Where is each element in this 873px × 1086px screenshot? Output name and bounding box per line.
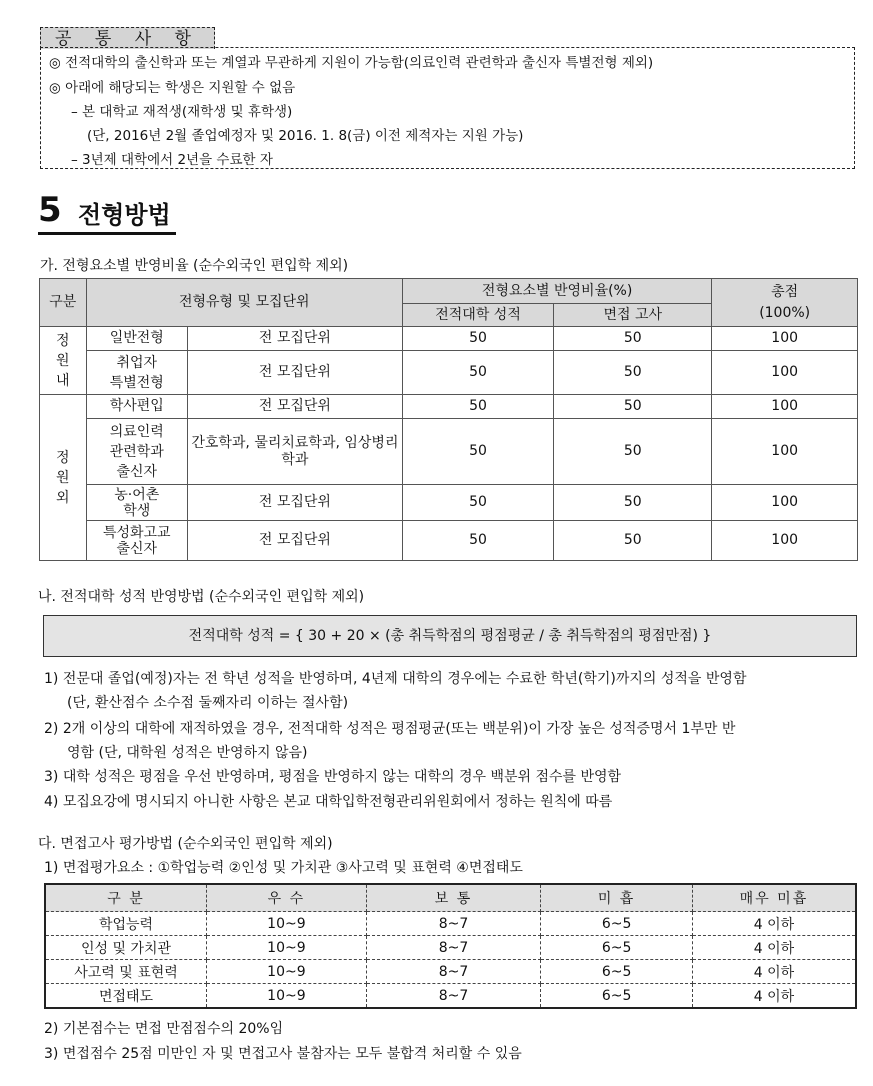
part-a-heading: 가. 전형요소별 반영비율 (순수외국인 편입학 제외)	[40, 258, 349, 274]
row-total: 100	[712, 327, 858, 351]
row-type: 취업자 특별전형	[86, 351, 187, 395]
col-header: 우 수	[207, 884, 367, 912]
header-total-sub: (100%)	[759, 304, 811, 321]
row-total: 100	[712, 395, 858, 419]
row-total: 100	[712, 351, 858, 395]
notice-line: (단, 2016년 2월 졸업예정자 및 2016. 1. 8(금) 이전 제적자는 지원 가능)	[87, 128, 524, 144]
row-type: 농·어촌 학생	[86, 485, 187, 521]
header-type-unit: 전형유형 및 모집단위	[86, 279, 402, 327]
grade-formula: 전적대학 성적 = { 30 + 20 × (총 취득학점의 평점평균 / 총 취득학점의 평점만점) }	[43, 615, 857, 657]
row-interview: 50	[554, 327, 712, 351]
row-unit: 간호학과, 물리치료학과, 임상병리학과	[187, 419, 402, 485]
cell: 4 이하	[692, 912, 856, 936]
row-type: 의료인력 관련학과 출신자	[86, 419, 187, 485]
part-c-heading: 다. 면접고사 평가방법 (순수외국인 편입학 제외)	[38, 836, 333, 852]
row-type: 학사편입	[86, 395, 187, 419]
header-ratio: 전형요소별 반영비율(%)	[402, 279, 711, 304]
row-unit: 전 모집단위	[187, 521, 402, 561]
row-total: 100	[712, 419, 858, 485]
table-row	[45, 912, 856, 936]
row-type: 특성화고교 출신자	[86, 521, 187, 561]
cell: 6~5	[541, 984, 693, 1009]
notice-line: ◎ 전적대학의 출신학과 또는 계열과 무관하게 지원이 가능함(의료인력 관련학과 출신자 특별전형 제외)	[49, 55, 654, 71]
row-interview: 50	[554, 419, 712, 485]
row-grade: 50	[402, 521, 553, 561]
cell: 학업능력	[45, 912, 207, 936]
part-b-heading: 나. 전적대학 성적 반영방법 (순수외국인 편입학 제외)	[38, 589, 365, 605]
part-b-line: (단, 환산점수 소수점 둘째자리 이하는 절사함)	[67, 695, 349, 711]
part-b-line: 영함 (단, 대학원 성적은 반영하지 않음)	[67, 745, 308, 761]
part-b-line: 2) 2개 이상의 대학에 재적하였을 경우, 전적대학 성적은 평점평균(또는 백분위)이 가장 높은 성적증명서 1부만 반	[44, 721, 736, 737]
col-header: 보 통	[366, 884, 541, 912]
row-interview: 50	[554, 485, 712, 521]
row-grade: 50	[402, 351, 553, 395]
cell: 6~5	[541, 912, 693, 936]
cell: 사고력 및 표현력	[45, 960, 207, 984]
section-number: 5	[38, 190, 62, 230]
notice-line: ◎ 아래에 해당되는 학생은 지원할 수 없음	[49, 80, 296, 96]
table-row	[45, 936, 856, 960]
notice-title: 공 통 사 항	[40, 27, 215, 49]
header-total-label: 총점	[771, 283, 799, 300]
part-b-line: 4) 모집요강에 명시되지 아니한 사항은 본교 대학입학전형관리위원회에서 정하는 원칙에 따름	[44, 794, 613, 810]
interview-table	[44, 883, 857, 1009]
header-interview: 면접 고사	[554, 304, 712, 327]
notice-line: – 본 대학교 재적생(재학생 및 휴학생)	[71, 104, 293, 120]
row-unit: 전 모집단위	[187, 327, 402, 351]
cell: 4 이하	[692, 984, 856, 1009]
cell: 8~7	[366, 984, 541, 1009]
ratio-table	[39, 278, 858, 561]
section-underline	[38, 232, 176, 235]
row-total: 100	[712, 485, 858, 521]
table-row	[45, 984, 856, 1009]
cell: 10~9	[207, 984, 367, 1009]
col-header: 구 분	[45, 884, 207, 912]
row-unit: 전 모집단위	[187, 485, 402, 521]
table-row	[45, 960, 856, 984]
cell: 8~7	[366, 912, 541, 936]
row-interview: 50	[554, 395, 712, 419]
group-out: 정 원 외	[40, 395, 87, 561]
col-header: 미 흡	[541, 884, 693, 912]
header-total	[712, 279, 858, 327]
cell: 10~9	[207, 912, 367, 936]
header-grade: 전적대학 성적	[402, 304, 553, 327]
section-title: 전형방법	[78, 201, 171, 229]
row-unit: 전 모집단위	[187, 395, 402, 419]
cell: 6~5	[541, 936, 693, 960]
notice-line: – 3년제 대학에서 2년을 수료한 자	[71, 152, 273, 168]
cell: 인성 및 가치관	[45, 936, 207, 960]
cell: 6~5	[541, 960, 693, 984]
notice-box	[40, 47, 855, 169]
row-interview: 50	[554, 521, 712, 561]
col-header: 매우 미흡	[692, 884, 856, 912]
row-grade: 50	[402, 485, 553, 521]
row-type: 일반전형	[86, 327, 187, 351]
header-gubun: 구분	[40, 279, 87, 327]
row-grade: 50	[402, 395, 553, 419]
group-in: 정 원 내	[40, 327, 87, 395]
row-grade: 50	[402, 327, 553, 351]
row-grade: 50	[402, 419, 553, 485]
cell: 4 이하	[692, 960, 856, 984]
part-b-line: 3) 대학 성적은 평점을 우선 반영하며, 평점을 반영하지 않는 대학의 경우 백분위 점수를 반영함	[44, 769, 622, 785]
interview-note: 2) 기본점수는 면접 만점점수의 20%임	[44, 1021, 284, 1037]
cell: 4 이하	[692, 936, 856, 960]
part-b-line: 1) 전문대 졸업(예정)자는 전 학년 성적을 반영하며, 4년제 대학의 경우에는 수료한 학년(학기)까지의 성적을 반영함	[44, 671, 747, 687]
interview-note: 3) 면접점수 25점 미만인 자 및 면접고사 불참자는 모두 불합격 처리할 수 있음	[44, 1046, 522, 1062]
cell: 10~9	[207, 936, 367, 960]
cell: 10~9	[207, 960, 367, 984]
row-unit: 전 모집단위	[187, 351, 402, 395]
cell: 8~7	[366, 936, 541, 960]
cell: 8~7	[366, 960, 541, 984]
row-total: 100	[712, 521, 858, 561]
cell: 면접태도	[45, 984, 207, 1009]
row-interview: 50	[554, 351, 712, 395]
interview-factors: 1) 면접평가요소 : ①학업능력 ②인성 및 가치관 ③사고력 및 표현력 ④면접태도	[44, 860, 523, 876]
